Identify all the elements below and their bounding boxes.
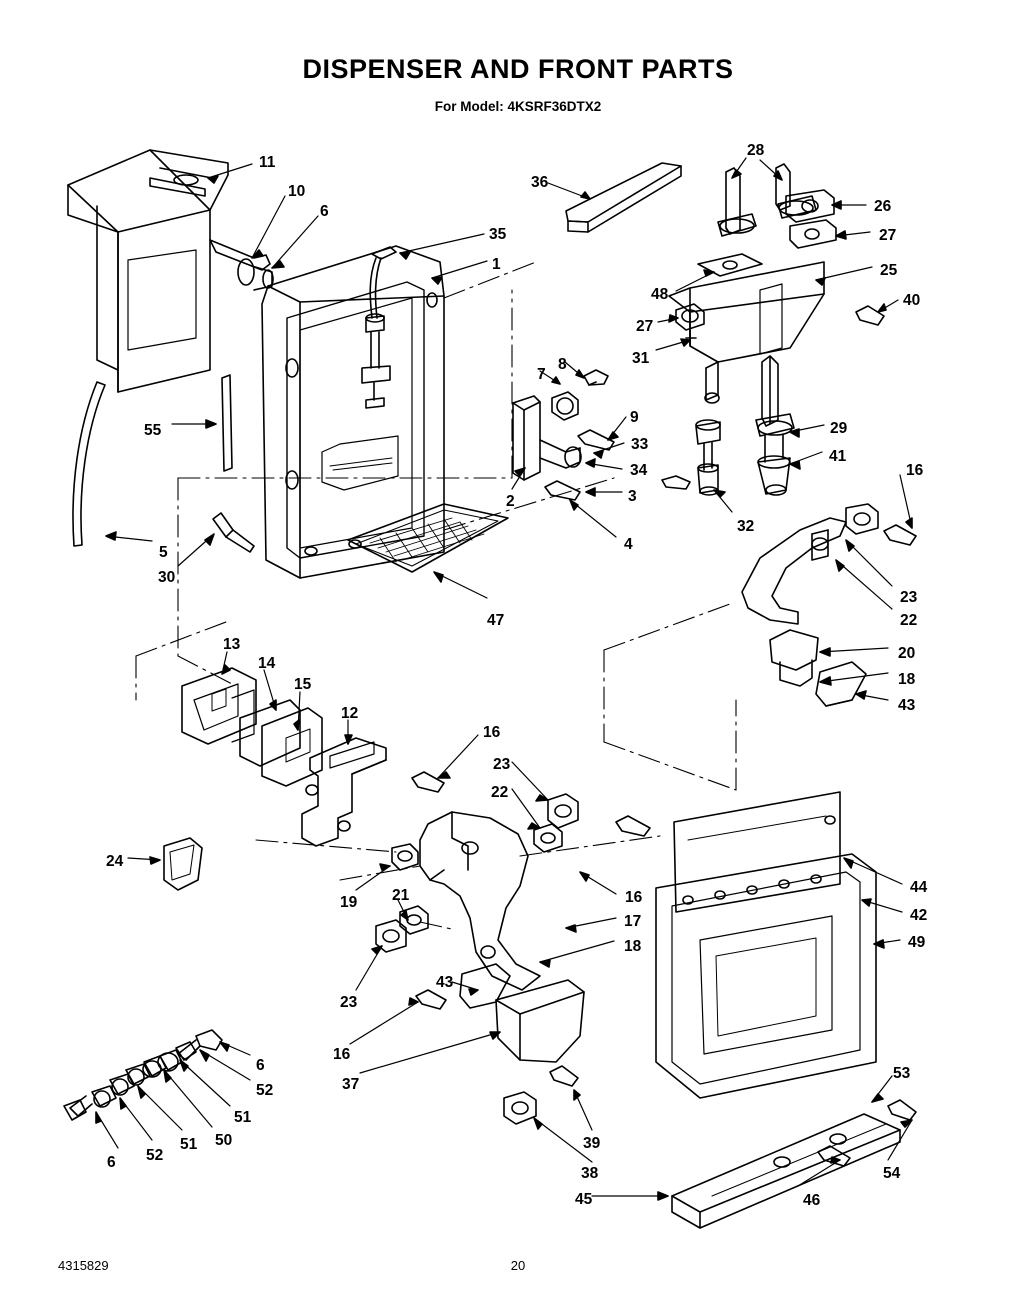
callout-number-8: 8 xyxy=(558,356,567,373)
callout-number-48: 48 xyxy=(651,286,669,303)
callout-number-24: 24 xyxy=(106,853,124,870)
callout-number-20: 20 xyxy=(898,645,916,662)
callout-number-47: 47 xyxy=(487,612,505,629)
callout-number-23: 23 xyxy=(900,589,918,606)
callout-number-49: 49 xyxy=(908,934,926,951)
callout-number-29: 29 xyxy=(830,420,848,437)
callout-number-43: 43 xyxy=(898,697,916,714)
callout-number-27: 27 xyxy=(636,318,654,335)
callout-number-4: 4 xyxy=(624,536,633,553)
callout-number-11: 11 xyxy=(259,154,276,171)
callout-number-25: 25 xyxy=(880,262,898,279)
callout-number-51: 51 xyxy=(180,1136,198,1153)
callout-number-23: 23 xyxy=(340,994,358,1011)
callout-number-50: 50 xyxy=(215,1132,233,1149)
callout-number-16: 16 xyxy=(483,724,501,741)
callout-number-33: 33 xyxy=(631,436,649,453)
callout-number-13: 13 xyxy=(223,636,241,653)
callout-number-7: 7 xyxy=(537,366,546,383)
callout-number-22: 22 xyxy=(491,784,509,801)
callout-number-27: 27 xyxy=(879,227,897,244)
callout-number-6: 6 xyxy=(256,1057,265,1074)
callout-number-39: 39 xyxy=(583,1135,601,1152)
callout-number-17: 17 xyxy=(624,913,642,930)
callout-number-52: 52 xyxy=(146,1147,164,1164)
callout-number-19: 19 xyxy=(340,894,358,911)
callout-number-46: 46 xyxy=(803,1192,821,1209)
callout-number-22: 22 xyxy=(900,612,918,629)
callout-number-21: 21 xyxy=(392,887,410,904)
callout-number-2: 2 xyxy=(506,493,515,510)
callout-number-16: 16 xyxy=(906,462,924,479)
callout-number-38: 38 xyxy=(581,1165,599,1182)
callout-number-6: 6 xyxy=(107,1154,116,1171)
callout-number-52: 52 xyxy=(256,1082,274,1099)
callout-number-15: 15 xyxy=(294,676,312,693)
publication-number: 4315829 xyxy=(58,1258,109,1273)
callout-number-55: 55 xyxy=(144,422,162,439)
callout-number-16: 16 xyxy=(625,889,643,906)
callout-number-16: 16 xyxy=(333,1046,351,1063)
callout-number-44: 44 xyxy=(910,879,928,896)
model-subtitle: For Model: 4KSRF36DTX2 xyxy=(434,99,602,114)
callout-number-53: 53 xyxy=(893,1065,911,1082)
callout-number-35: 35 xyxy=(489,226,507,243)
callout-number-10: 10 xyxy=(288,183,306,200)
callout-number-6: 6 xyxy=(320,203,329,220)
page-number: 20 xyxy=(510,1258,526,1273)
callout-number-3: 3 xyxy=(628,488,637,505)
callout-number-54: 54 xyxy=(883,1165,901,1182)
callout-number-36: 36 xyxy=(531,174,549,191)
callout-number-51: 51 xyxy=(234,1109,252,1126)
callout-number-40: 40 xyxy=(903,292,921,309)
callout-number-41: 41 xyxy=(829,448,847,465)
callout-number-9: 9 xyxy=(630,409,639,426)
callout-number-18: 18 xyxy=(624,938,642,955)
callout-number-31: 31 xyxy=(632,350,650,367)
callout-number-28: 28 xyxy=(747,142,765,159)
callout-number-37: 37 xyxy=(342,1076,360,1093)
callout-number-43: 43 xyxy=(436,974,454,991)
callout-number-32: 32 xyxy=(737,518,755,535)
callout-number-26: 26 xyxy=(874,198,892,215)
callout-number-42: 42 xyxy=(910,907,928,924)
callout-number-14: 14 xyxy=(258,655,276,672)
callout-number-23: 23 xyxy=(493,756,511,773)
callout-number-1: 1 xyxy=(492,256,501,273)
callout-number-5: 5 xyxy=(159,544,168,561)
callout-number-18: 18 xyxy=(898,671,916,688)
callout-number-45: 45 xyxy=(575,1191,593,1208)
page-title: DISPENSER AND FRONT PARTS xyxy=(302,54,734,84)
callout-number-30: 30 xyxy=(158,569,176,586)
callout-number-34: 34 xyxy=(630,462,648,479)
callout-number-12: 12 xyxy=(341,705,359,722)
